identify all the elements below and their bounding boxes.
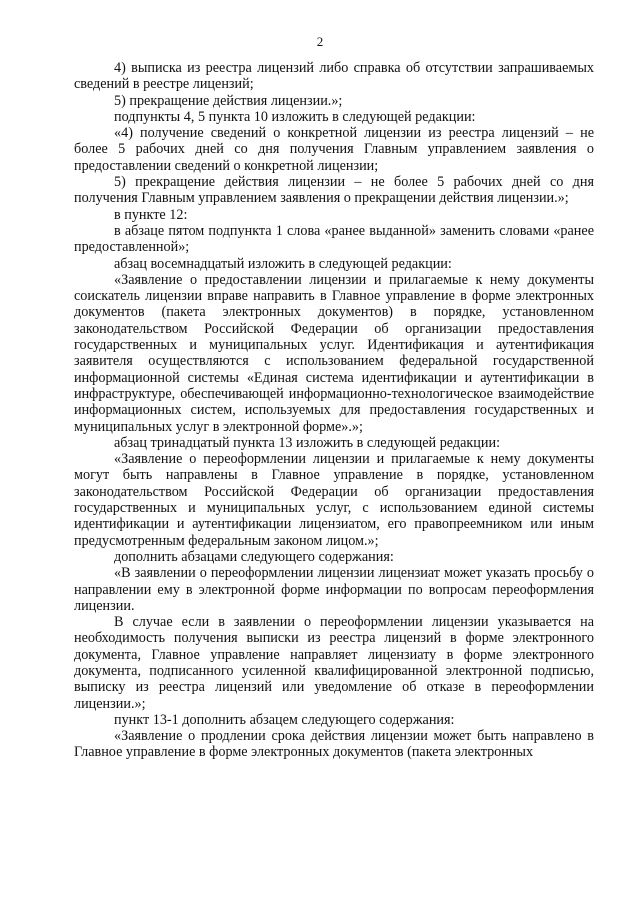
paragraph: дополнить абзацами следующего содержания: [114,548,394,565]
document-body [74,60,594,761]
paragraph: пункт 13-1 дополнить абзацем следующего содержания: [114,711,455,728]
paragraph: 4) выписка из реестра лицензий либо справка об отсутствии запрашиваемых сведений в реестре лицензий; [74,60,594,93]
paragraph: абзац тринадцатый пункта 13 изложить в следующей редакции: [114,434,501,451]
paragraph: в абзаце пятом подпункта 1 слова «ранее выданной» заменить словами «ранее предоставленной»; [74,222,594,256]
paragraph: абзац восемнадцатый изложить в следующей редакции: [114,255,452,272]
paragraph: «Заявление о предоставлении лицензии и прилагаемые к нему документы соискатель лицензии вправе направить в Главное управление в форме электронных документов (пакета электронных документов) в порядке, установленном законодательством Российской Федерации об организации предоставления государственных и муниципальных услуг. Идентификация и аутентификация заявителя осуществляются с использованием федеральной государственной информационной системы «Единая система идентификации и аутентификации в инфраструктуре, обеспечивающей информационно-технологическое взаимодействие информационных систем, используемых для предоставления государственных и муниципальных услуг в электронной форме».»; [74,271,594,435]
paragraph: «Заявление о продлении срока действия лицензии может быть направлено в Главное управление в форме электронных документов (пакета электронных [74,728,594,761]
paragraph: подпункты 4, 5 пункта 10 изложить в следующей редакции: [114,108,476,125]
paragraph: «Заявление о переоформлении лицензии и прилагаемые к нему документы могут быть направлены в Главное управление в порядке, установленном законодательством Российской Федерации об организации предоставления государственных и муниципальных услуг, с использованием единой системы идентификации и аутентификации лицензиатом, его правопреемником или иным предусмотренным федеральным законом лицом.»; [74,451,594,549]
paragraph: в пункте 12: [114,206,188,223]
paragraph: 5) прекращение действия лицензии – не более 5 рабочих дней со дня получения Главным управлением заявления о прекращении действия лицензии.»; [74,174,594,207]
paragraph: «В заявлении о переоформлении лицензии лицензиат может указать просьбу о направлении ему в электронной форме информации по вопросам переоформления лицензии. [74,565,594,614]
paragraph: 5) прекращение действия лицензии.»; [114,92,343,109]
paragraph: В случае если в заявлении о переоформлении лицензии указывается на необходимость получения выписки из реестра лицензий в форме электронного документа, Главное управление направляет лицензиату в форме электронного документа, подписанного усиленной квалифицированной электронной подписью, выписку из реестра лицензий или уведомление об отказе в переоформлении лицензии.»; [74,614,594,712]
paragraph: «4) получение сведений о конкретной лицензии из реестра лицензий – не более 5 рабочих дней со дня получения Главным управлением заявления о предоставлении сведений о конкретной лицензии; [74,125,594,174]
page-number: 2 [316,34,324,49]
